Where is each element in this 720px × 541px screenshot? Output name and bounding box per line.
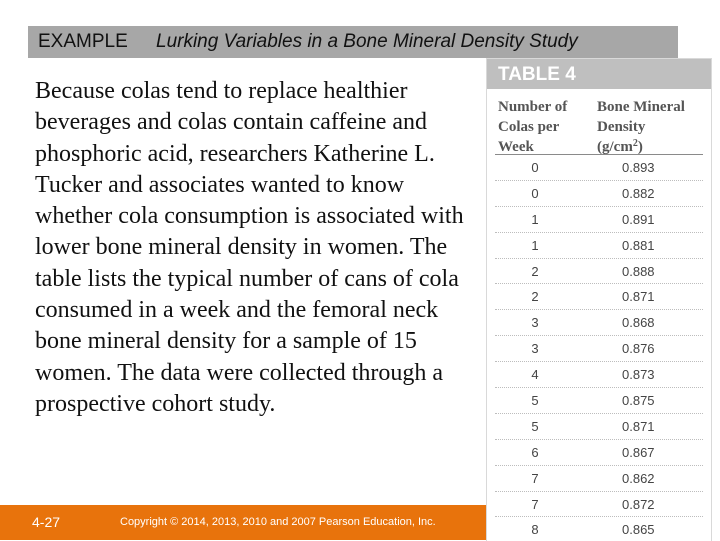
density-cell: 0.891 (622, 211, 655, 227)
title-bar (28, 26, 678, 58)
colas-cell: 5 (531, 418, 539, 434)
density-cell: 0.865 (622, 522, 655, 538)
table-row (495, 310, 703, 336)
footer-bar (0, 505, 486, 540)
col-density-unit-close: ) (637, 139, 643, 155)
density-cell: 0.875 (622, 393, 655, 409)
density-cell: 0.872 (622, 496, 655, 512)
table-row (495, 259, 703, 285)
col-density-unit-exponent: 2 (632, 138, 638, 149)
colas-cell: 1 (531, 211, 539, 227)
density-cell: 0.876 (622, 341, 655, 357)
table-label: TABLE 4 (487, 59, 711, 89)
table-row (495, 362, 703, 388)
table-row (495, 517, 703, 541)
example-label: EXAMPLE (38, 31, 128, 52)
colas-cell: 0 (531, 160, 539, 175)
copyright-text: Copyright © 2014, 2013, 2010 and 2007 Pearson Education, Inc. (120, 516, 436, 528)
density-cell: 0.882 (622, 185, 655, 201)
table-row (495, 414, 703, 440)
density-cell: 0.871 (622, 418, 655, 434)
colas-cell: 3 (531, 315, 539, 331)
table-row (495, 388, 703, 414)
density-cell: 0.867 (622, 444, 655, 460)
colas-cell: 2 (531, 289, 539, 305)
colas-cell: 3 (531, 341, 539, 357)
table-row (495, 233, 703, 259)
table-row (495, 155, 703, 181)
col-density-header (597, 97, 709, 157)
density-cell: 0.873 (622, 367, 655, 383)
density-cell: 0.888 (622, 263, 655, 279)
table-row (495, 466, 703, 492)
slide-title: Lurking Variables in a Bone Mineral Density Study (156, 31, 578, 52)
page-number: 4-27 (32, 514, 61, 530)
table-row (495, 284, 703, 310)
colas-cell: 6 (531, 444, 539, 460)
table-row (495, 440, 703, 466)
colas-cell: 7 (531, 470, 539, 486)
body-paragraph: Because colas tend to replace healthier beverages and colas contain caffeine and phosphoric acid, researchers Katherine L. Tucker and associates wanted to know whether cola consumption is associated with lower bone mineral density in women. The table lists the typical number of cans of cola consumed in a week and the femoral neck bone mineral density for a sample of 15 women. The data were collected through a prospective cohort study. (35, 78, 464, 417)
density-cell: 0.862 (622, 470, 655, 486)
table-body (487, 155, 711, 541)
col-density-title: Bone Mineral Density (597, 99, 685, 135)
table-row (495, 492, 703, 518)
colas-cell: 1 (531, 237, 539, 253)
colas-cell: 8 (531, 522, 539, 538)
table-row (495, 207, 703, 233)
colas-cell: 5 (531, 393, 539, 409)
col-density-unit: (g/cm (597, 139, 633, 155)
colas-cell: 0 (531, 185, 539, 201)
table-row (495, 181, 703, 207)
data-table (486, 58, 712, 541)
density-cell: 0.881 (622, 237, 655, 253)
density-cell: 0.893 (622, 160, 655, 175)
col-colas-header: Number of Colas per Week (498, 99, 568, 155)
table-row (495, 336, 703, 362)
density-cell: 0.868 (622, 315, 655, 331)
table-header (487, 89, 711, 155)
density-cell: 0.871 (622, 289, 655, 305)
colas-cell: 7 (531, 496, 539, 512)
colas-cell: 2 (531, 263, 539, 279)
colas-cell: 4 (531, 367, 539, 383)
